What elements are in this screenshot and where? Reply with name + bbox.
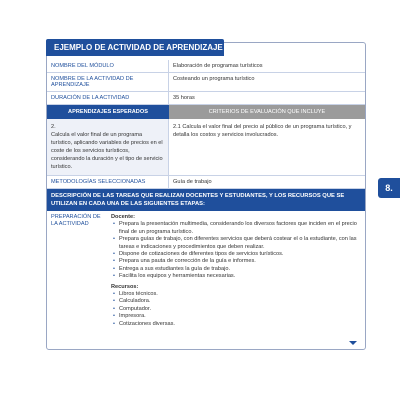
module-label: NOMBRE DEL MÓDULO xyxy=(47,60,169,72)
resources-heading: Recursos: xyxy=(111,283,139,290)
stage-label: PREPARACIÓN DE LA ACTIVIDAD xyxy=(51,214,101,227)
activity-name-label: NOMBRE DE LA ACTIVIDAD DE APRENDIZAJE xyxy=(47,73,169,91)
expected-learning-number: 2. xyxy=(51,124,56,130)
chapter-tab[interactable]: 8. xyxy=(378,178,400,198)
preparation-row xyxy=(47,211,365,331)
criteria-text: 2.1 Calcula el valor final del precio al público de un programa turístico, y detalla los costos y servicios involucrados. xyxy=(173,124,352,138)
info-grid xyxy=(47,60,365,331)
list-item: • Prepara guías de trabajo, con diferentes servicios que deberá costear el o la estudiante, con las tareas e indicaciones y procedimientos que deben realizar. xyxy=(119,236,361,251)
list-item: • Prepara la presentación multimedia, considerando los diversos factores que inciden en el precio final de un programa turístico. xyxy=(119,221,361,236)
learning-criteria-row xyxy=(47,119,365,176)
duration-value: 35 horas xyxy=(173,95,195,101)
list-item: • Impresora. xyxy=(119,313,361,320)
tasks-banner: DESCRIPCIÓN DE LAS TAREAS QUE REALIZAN DOCENTES Y ESTUDIANTES, Y LOS RECURSOS QUE SE UTILIZAN EN CADA UNA DE LAS SIGUIENTES ETAPAS: xyxy=(47,189,365,211)
criteria-header: CRITERIOS DE EVALUACIÓN QUE INCLUYE xyxy=(169,105,365,119)
expected-learning-cell xyxy=(47,119,169,175)
list-item: • Computador. xyxy=(119,306,361,313)
continue-arrow-icon xyxy=(349,341,357,345)
teacher-list xyxy=(111,221,361,280)
methodology-value: Guía de trabajo xyxy=(173,179,212,185)
duration-label: DURACIÓN DE LA ACTIVIDAD xyxy=(47,92,169,104)
duration-row xyxy=(47,92,365,105)
module-value: Elaboración de programas turísticos xyxy=(173,63,263,69)
expected-learning-header: APRENDIZAJES ESPERADOS xyxy=(47,105,169,119)
document-title: EJEMPLO DE ACTIVIDAD DE APRENDIZAJE xyxy=(46,39,224,56)
teacher-heading: Docente: xyxy=(111,214,135,220)
list-item: • Libros técnicos. xyxy=(119,291,361,298)
list-item: • Cotizaciones diversas. xyxy=(119,321,361,328)
section-headers xyxy=(47,105,365,119)
preparation-content xyxy=(107,211,365,331)
list-item: • Facilita los equipos y herramientas necesarias. xyxy=(119,273,361,280)
methodology-row xyxy=(47,176,365,189)
activity-card xyxy=(46,42,366,350)
activity-name-value: Costeando un programa turístico xyxy=(173,76,255,82)
activity-name-row xyxy=(47,73,365,92)
list-item: • Calculadora. xyxy=(119,298,361,305)
list-item: • Prepara una pauta de corrección de la guía e informes. xyxy=(119,258,361,265)
module-row xyxy=(47,60,365,73)
expected-learning-text: Calcula el valor final de un programa turístico, aplicando variables de precios en el coste de los servicios turísticos, considerando la duración y el tipo de servicio turístico. xyxy=(51,132,163,170)
methodology-label: METODOLOGÍAS SELECCIONADAS xyxy=(47,176,169,188)
list-item: • Dispone de cotizaciones de diferentes tipos de servicios turísticos. xyxy=(119,251,361,258)
resources-list xyxy=(111,291,361,328)
list-item: • Entrega a sus estudiantes la guía de trabajo. xyxy=(119,266,361,273)
